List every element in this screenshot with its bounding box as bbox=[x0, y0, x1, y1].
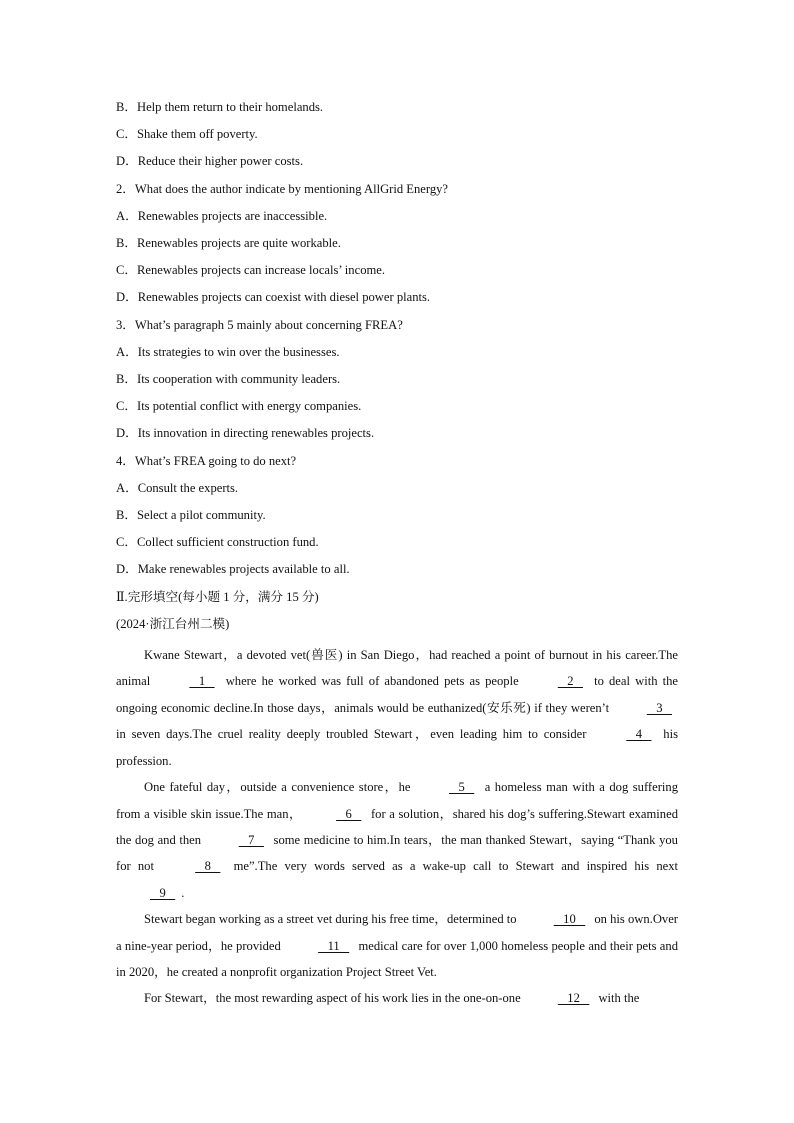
section-title: Ⅱ.完形填空(每小题 1 分，满分 15 分) bbox=[116, 589, 319, 604]
blank-4: 4 bbox=[626, 727, 652, 742]
option-q2-a: A．Renewables projects are inaccessible. bbox=[116, 208, 328, 223]
content-column bbox=[116, 94, 678, 1012]
option-q1-d: D．Reduce their higher power costs. bbox=[116, 154, 304, 169]
option-q4-c: C．Collect sufficient construction fund. bbox=[116, 535, 319, 550]
option-q3-c: C．Its potential conflict with energy companies. bbox=[116, 399, 362, 414]
passage-text: where he worked was full of abandoned pets as people bbox=[220, 674, 524, 689]
blank-12: 12 bbox=[557, 991, 590, 1006]
option-q3-b: B．Its cooperation with community leaders. bbox=[116, 372, 341, 387]
option-q1-b: B．Help them return to their homelands. bbox=[116, 100, 324, 114]
question-2-stem: 2．What does the author indicate by mentioning AllGrid Energy? bbox=[116, 181, 449, 196]
passage-paragraph-2 bbox=[116, 774, 678, 906]
option-q1-c: C．Shake them off poverty. bbox=[116, 127, 258, 142]
passage-text: me”.The very words served as a wake-up call to Stewart and inspired his next bbox=[226, 859, 678, 874]
option-q3-a: A．Its strategies to win over the businesses. bbox=[116, 344, 340, 359]
passage-text: medical care for over 1,000 homeless people and their pets and in 2020，he created a nonprofit organization Project Street Vet. bbox=[116, 938, 678, 979]
blank-1: 1 bbox=[189, 674, 215, 689]
section-source: (2024·浙江台州二模) bbox=[116, 616, 230, 631]
passage-text: Stewart began working as a street vet during his free time，determined to bbox=[144, 912, 520, 927]
passage-paragraph-4 bbox=[116, 985, 678, 1011]
blank-2: 2 bbox=[557, 674, 583, 689]
blank-9: 9 bbox=[150, 885, 176, 900]
option-q4-a: A．Consult the experts. bbox=[116, 480, 239, 495]
option-q3-d: D．Its innovation in directing renewables projects. bbox=[116, 426, 375, 441]
blank-10: 10 bbox=[553, 912, 586, 927]
passage-text: for a solution，shared his dog’s suffering.Stewart examined the dog and then bbox=[116, 806, 678, 847]
blank-3: 3 bbox=[646, 700, 672, 715]
passage-paragraph-3 bbox=[116, 906, 678, 985]
option-q2-c: C．Renewables projects can increase locals’ income. bbox=[116, 263, 386, 278]
question-3-stem: 3．What’s paragraph 5 mainly about concerning FREA? bbox=[116, 317, 403, 332]
passage-text: a homeless man with a dog suffering from a visible skin issue.The man， bbox=[116, 780, 679, 821]
passage-text: some medicine to him.In tears，the man thanked Stewart，saying “Thank you for not bbox=[116, 832, 678, 874]
blank-5: 5 bbox=[449, 780, 475, 795]
blank-11: 11 bbox=[318, 938, 350, 953]
option-q4-d: D．Make renewables projects available to all. bbox=[116, 562, 350, 577]
passage-text: One fateful day，outside a convenience store，he bbox=[144, 780, 415, 795]
passage-paragraph-1 bbox=[116, 642, 678, 774]
option-q2-d: D．Renewables projects can coexist with diesel power plants. bbox=[116, 290, 431, 305]
passage-text: For Stewart，the most rewarding aspect of his work lies in the one-on-one bbox=[144, 991, 524, 1006]
passage-text: on his own.Over a nine-year period，he provided bbox=[116, 912, 678, 953]
passage-text: with the bbox=[595, 991, 640, 1006]
question-4-stem: 4．What’s FREA going to do next? bbox=[116, 453, 297, 468]
passage-text: to deal with the ongoing economic decline.In those days，animals would be euthanized(安乐死) if they weren’t bbox=[116, 674, 678, 715]
option-q4-b: B．Select a pilot community. bbox=[116, 508, 266, 523]
passage-text: in seven days.The cruel reality deeply troubled Stewart，even leading him to consider bbox=[116, 727, 593, 742]
passage-text: his profession. bbox=[116, 727, 678, 768]
passage-text: Kwane Stewart，a devoted vet(兽医) in San Diego，had reached a point of burnout in his career.The animal bbox=[116, 648, 678, 689]
blank-8: 8 bbox=[195, 859, 221, 874]
option-q2-b: B．Renewables projects are quite workable. bbox=[116, 236, 341, 251]
blank-6: 6 bbox=[336, 806, 362, 821]
blank-7: 7 bbox=[238, 832, 264, 847]
passage-text: . bbox=[181, 885, 185, 900]
